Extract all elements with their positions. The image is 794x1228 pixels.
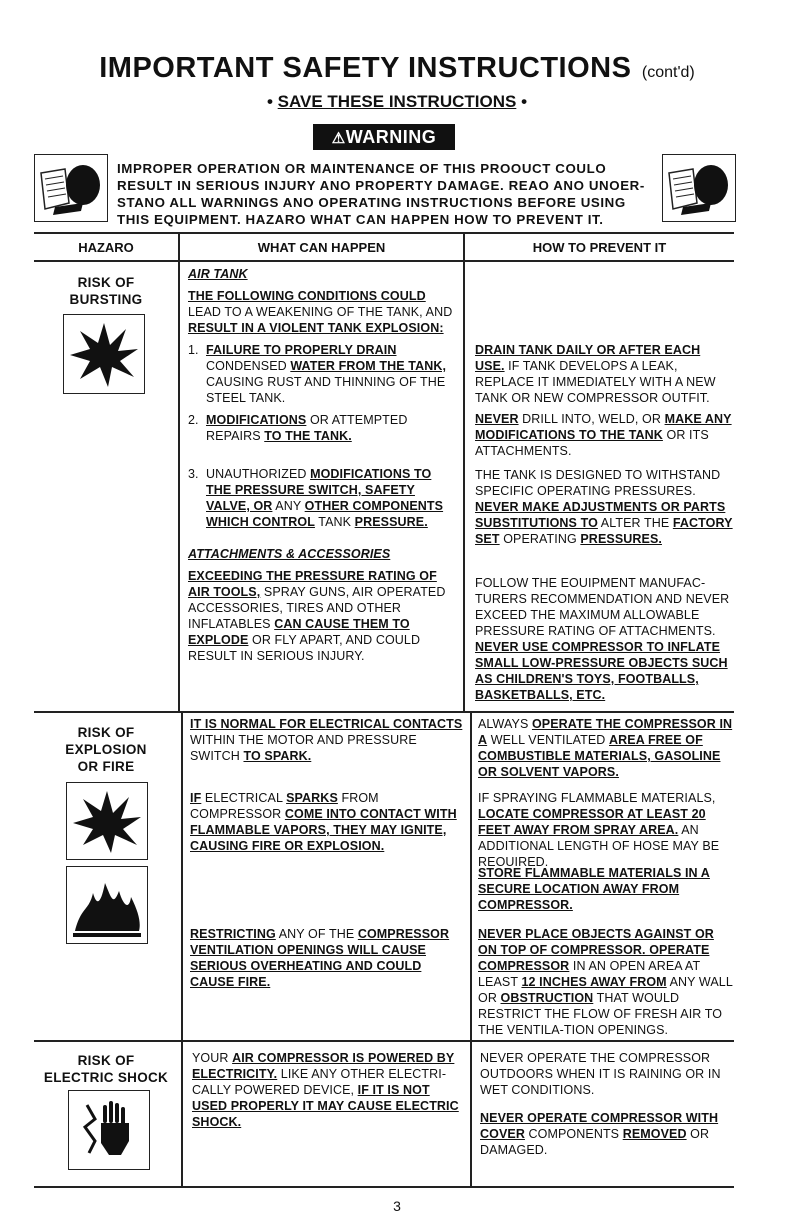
table-top-rule [34,232,734,234]
what-explosion-1 [190,716,465,764]
col-divider [178,232,180,711]
text: DRILL INTO, WELD, OR [518,412,665,426]
section-heading: ATTACHMENTS & ACCESSORIES [188,547,391,561]
page-number: 3 [393,1198,401,1214]
text: YOUR [192,1051,233,1065]
emphasis: NEVER OPERATE COMPRESSOR WITH COVER [480,1111,719,1141]
emphasis: NEVER PLACE OBJECTS AGAINST OR ON TOP OF COMPRESSOR. OPERATE COMPRESSOR [478,927,714,973]
bullet-right: • [521,92,528,111]
col-divider [470,1040,472,1186]
text: CONDENSED [206,359,291,373]
prevent-explosion-4 [478,926,734,1038]
text: ELECTRICAL [201,791,287,805]
text: COMPONENTS [524,1127,623,1141]
prevent-explosion-1 [478,716,734,780]
emphasis: PRESSURES. [580,532,662,546]
prevent-bursting-4 [475,575,733,703]
save-instructions-text: SAVE THESE INSTRUCTIONS [277,92,517,111]
section-heading: AIR TANK [188,267,248,281]
row-rule [34,1040,734,1042]
text: OR ATTEMPTED REPAIRS [206,413,408,443]
fire-icon [66,866,148,944]
risk-line: ELECTRIC SHOCK [43,1070,169,1085]
emphasis: OBSTRUCTION [500,991,594,1005]
warning-label: WARNING [345,127,437,147]
emphasis: IT IS NORMAL FOR ELECTRICAL CONTACTS [190,717,463,731]
intro-paragraph [188,288,460,336]
page-title: IMPORTANT SAFETY INSTRUCTIONS [99,52,632,84]
prevent-shock-2 [480,1110,734,1158]
header-rule [34,260,734,262]
read-manual-icon [34,154,108,222]
risk-label-bursting [34,274,178,308]
warning-triangle-icon: ⚠ [331,130,346,147]
emphasis: FACTORY SET [475,516,733,546]
text: WITHIN THE MOTOR AND PRESSURE SWITCH [190,733,417,763]
text: IN AN OPEN AREA AT LEAST [478,959,700,989]
text: OR FLY APART, AND COULD RESULT IN SERIOUS INJURY. [188,633,421,663]
prevent-explosion-3 [478,865,734,913]
warning-banner [313,124,455,150]
emphasis: AIR COMPRESSOR IS POWERED BY ELECTRICITY. [192,1051,455,1081]
text: THAT WOULD RESTRICT THE FLOW OF FRESH AIR TO THE VENTILA-TION OPENINGS. [478,991,723,1037]
item-number: 1. [188,343,199,357]
text: TANK [314,515,355,529]
emphasis: EXCEEDING THE PRESSURE RATING OF AIR TOOLS, [188,569,437,599]
text: FROM COMPRESSOR [190,791,379,821]
col-divider [463,232,465,711]
prevent-bursting-1 [475,342,733,406]
risk-line: EXPLOSION [65,742,147,757]
risk-label-shock [34,1052,178,1086]
emphasis: REMOVED [622,1127,687,1141]
read-manual-icon [662,154,736,222]
emphasis: TO SPARK. [243,749,312,763]
explosion-icon [63,314,145,394]
prevent-bursting-2 [475,411,733,459]
emphasis: OPERATE THE COMPRESSOR IN A [478,717,733,747]
emphasis: SPARKS [286,791,338,805]
text: ANY OF THE [275,927,358,941]
text: FOLLOW THE EOUIPMENT MANUFAC-TURERS RECOMMENDATION AND NEVER EXCEED THE MAXIMUM ALLOWABLE PRESSURE RATING OF ATTACHMENTS. [475,576,730,638]
text: CAUSING RUST AND THINNING OF THE STEEL TANK. [206,375,446,405]
list-item [188,342,460,406]
row-rule [34,711,734,713]
emphasis: COME INTO CONTACT WITH FLAMMABLE VAPORS, THEY MAY IGNITE, CAUSING FIRE OR EXPLOSION. [190,807,457,853]
emphasis: NEVER USE COMPRESSOR TO INFLATE SMALL LOW-PRESSURE OBJECTS SUCH AS CHILDREN'S TOYS, FOOTBALLS, BASKETBALLS, ETC. [475,640,728,702]
text: LIKE ANY OTHER ELECTRI-CALLY POWERED DEVICE, [192,1067,447,1097]
what-explosion-3 [190,926,465,990]
text: IF SPRAYING FLAMMABLE MATERIALS, [478,791,716,805]
what-shock [192,1050,467,1130]
emphasis: NEVER [475,412,519,426]
bullet-left: • [266,92,273,111]
text: ALWAYS [478,717,532,731]
col-header-hazard: HAZARO [78,240,134,255]
emphasis: COMPRESSOR VENTILATION OPENINGS WILL CAUSE SERIOUS OVERHEATING AND COULD CAUSE FIRE. [190,927,450,989]
table-bottom-rule [34,1186,734,1188]
col-header-what: WHAT CAN HAPPEN [257,240,386,255]
emphasis: IF IT IS NOT USED PROPERLY IT MAY CAUSE ELECTRIC SHOCK. [192,1083,459,1129]
emphasis: WATER FROM THE TANK, [290,359,447,373]
list-item [188,466,460,530]
risk-line: RISK OF [77,275,135,290]
page-title-block [0,52,794,85]
text: OR ITS ATTACHMENTS. [475,428,709,458]
emphasis: CAN CAUSE THEM TO EXPLODE [188,617,410,647]
risk-label-explosion [34,724,178,775]
text: ANY WALL OR [478,975,733,1005]
paragraph [188,568,460,664]
what-explosion-2 [190,790,465,854]
prevent-explosion-2 [478,790,734,870]
text: UNAUTHORIZED [206,467,311,481]
emphasis: THE FOLLOWING CONDITIONS COULD [188,289,426,303]
electric-shock-icon [68,1090,150,1170]
text: ANY [272,499,305,513]
explosion-icon [66,782,148,860]
emphasis: RESTRICTING [190,927,276,941]
text: ALTER THE [597,516,673,530]
text: OPERATING [499,532,581,546]
emphasis: RESULT IN A VIOLENT TANK EXPLOSION: [188,321,444,335]
text: SPRAY GUNS, AIR OPERATED ACCESSORIES, TIRES AND OTHER INFLATABLES [188,585,446,631]
text: IF TANK DEVELOPS A LEAK, REPLACE IT IMMEDIATELY WITH A NEW TANK OR NEW COMPRESSOR OUTFIT. [475,359,716,405]
risk-line: RISK OF [77,1053,135,1068]
warning-intro-text: IMPROPER OPERATION OR MAINTENANCE OF THIS PROOUCT COULO RESULT IN SERIOUS INJURY ANO PROPERTY DAMAGE. REAO ANO UNOER-STANO ALL WARNINGS ANO OPERATING INSTRUCTIONS BEFORE USING THIS EQUIPMENT. HAZARO WHAT CAN HAPPEN HOW TO PREVENT IT. [117,161,645,227]
risk-line: RISK OF [77,725,135,740]
emphasis: AREA FREE OF COMBUSTIBLE MATERIALS, GASOLINE OR SOLVENT VAPORS. [478,733,721,779]
emphasis: DRAIN TANK DAILY OR AFTER EACH USE. [475,343,701,373]
emphasis: OTHER COMPONENTS WHICH CONTROL [206,499,444,529]
text: AN ADDITIONAL LENGTH OF HOSE MAY BE REOUIRED. [478,823,720,869]
emphasis: MODIFICATIONS [206,413,307,427]
item-number: 3. [188,467,199,481]
col-divider [181,1040,183,1186]
text: OR DAMAGED. [480,1127,710,1157]
emphasis: STORE FLAMMABLE MATERIALS IN A SECURE LOCATION AWAY FROM COMPRESSOR. [478,866,710,912]
list-item [188,412,460,444]
emphasis: PRESSURE. [354,515,428,529]
text: WELL VENTILATED [487,733,610,747]
save-instructions [0,92,794,112]
col-divider [181,711,183,1040]
col-divider [470,711,472,1040]
emphasis: MODIFICATIONS TO THE PRESSURE SWITCH, SAFETY VALVE, OR [206,467,432,513]
what-cell-bursting [188,266,460,664]
text: THE TANK IS DESIGNED TO WITHSTAND SPECIFIC OPERATING PRESSURES. [475,468,721,498]
item-number: 2. [188,413,199,427]
text: LEAD TO A WEAKENING OF THE TANK, AND [188,305,453,319]
emphasis: TO THE TANK. [264,429,352,443]
risk-line: OR FIRE [77,759,135,774]
emphasis: IF [190,791,202,805]
prevent-shock-1: NEVER OPERATE THE COMPRESSOR OUTDOORS WHEN IT IS RAINING OR IN WET CONDITIONS. [480,1051,721,1097]
emphasis: MAKE ANY MODIFICATIONS TO THE TANK [475,412,732,442]
emphasis: 12 INCHES AWAY FROM [521,975,667,989]
risk-line: BURSTING [69,292,143,307]
page-title-suffix: (cont'd) [641,64,695,81]
emphasis: NEVER MAKE ADJUSTMENTS OR PARTS SUBSTITUTIONS TO [475,500,726,530]
emphasis: LOCATE COMPRESSOR AT LEAST 20 FEET AWAY FROM SPRAY AREA. [478,807,706,837]
col-header-how: HOW TO PREVENT IT [532,240,667,255]
emphasis: FAILURE TO PROPERLY DRAIN [206,343,397,357]
prevent-bursting-3 [475,467,733,547]
